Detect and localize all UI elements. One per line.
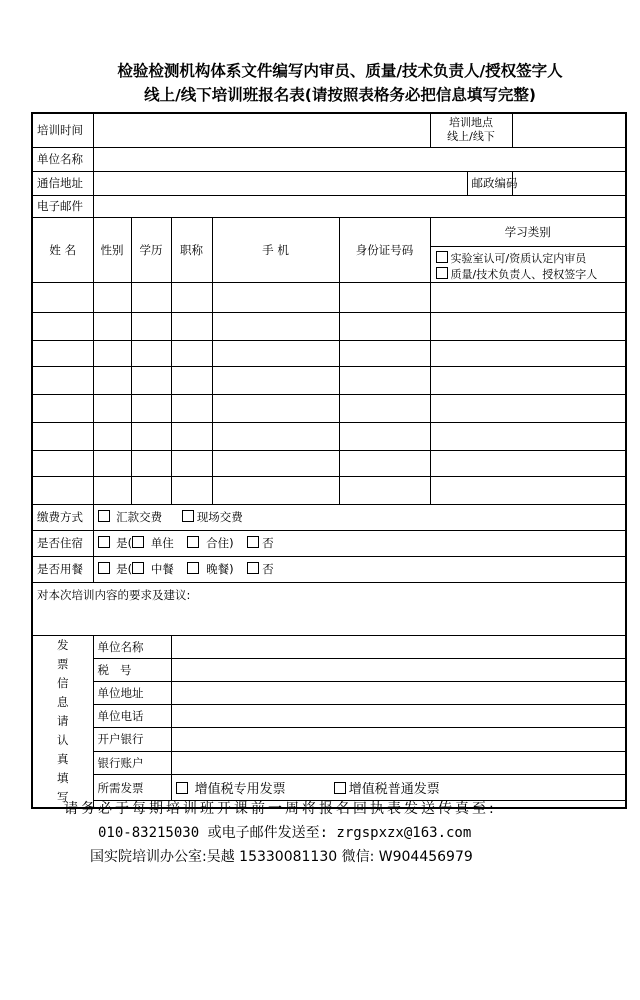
lodging-yes-label: 是( bbox=[116, 536, 133, 550]
study-option-2[interactable] bbox=[431, 266, 626, 282]
meals-yes-checkbox[interactable] bbox=[98, 562, 110, 574]
form-title-line-1: 检验检测机构体系文件编写内审员、质量/技术负责人/授权签字人 bbox=[117, 62, 563, 80]
invoice-account-field[interactable] bbox=[171, 751, 626, 774]
training-location-label-line-1: 培训地点 bbox=[449, 116, 493, 130]
attendee-title-cell[interactable] bbox=[171, 312, 212, 340]
attendee-phone-cell[interactable] bbox=[212, 476, 339, 504]
invoice-tax-number-label: 税 号 bbox=[93, 658, 171, 681]
payment-label: 缴费方式 bbox=[32, 504, 93, 530]
meals-no-label: 否 bbox=[262, 562, 274, 576]
meals-dinner-label: 晚餐) bbox=[206, 562, 234, 576]
email-label: 电子邮件 bbox=[32, 195, 93, 217]
meals-lunch-label: 中餐 bbox=[150, 562, 174, 576]
col-gender-header: 性别 bbox=[93, 217, 131, 282]
attendee-id-number-cell[interactable] bbox=[339, 422, 430, 450]
attendee-study-type-cell[interactable] bbox=[430, 282, 626, 312]
suggestions-field[interactable] bbox=[32, 582, 626, 635]
attendee-education-cell[interactable] bbox=[131, 476, 171, 504]
invoice-unit-address-field[interactable] bbox=[171, 681, 626, 704]
attendee-gender-cell[interactable] bbox=[93, 312, 131, 340]
attendee-id-number-cell[interactable] bbox=[339, 450, 430, 476]
attendee-name-cell[interactable] bbox=[32, 450, 93, 476]
checkbox-icon bbox=[436, 251, 448, 263]
attendee-row bbox=[32, 282, 626, 312]
lodging-single-label: 单住 bbox=[150, 536, 174, 550]
invoice-type-vat-normal[interactable] bbox=[334, 778, 440, 797]
form-title-line-2: 线上/线下培训班报名表(请按照表格务必把信息填写完整) bbox=[144, 86, 536, 104]
attendee-gender-cell[interactable] bbox=[93, 340, 131, 366]
training-location-label bbox=[430, 113, 512, 147]
attendee-title-cell[interactable] bbox=[171, 476, 212, 504]
invoice-bank-field[interactable] bbox=[171, 728, 626, 751]
study-option-1-label: 实验室认可/资质认定内审员 bbox=[450, 251, 587, 265]
checkbox-icon bbox=[176, 782, 188, 794]
lodging-yes-checkbox[interactable] bbox=[98, 536, 110, 548]
meals-label: 是否用餐 bbox=[32, 556, 93, 582]
attendee-row bbox=[32, 422, 626, 450]
lodging-single-checkbox[interactable] bbox=[132, 536, 144, 548]
invoice-tax-number-field[interactable] bbox=[171, 658, 626, 681]
attendee-title-cell[interactable] bbox=[171, 394, 212, 422]
invoice-bank-label: 开户银行 bbox=[93, 728, 171, 751]
attendee-study-type-cell[interactable] bbox=[430, 422, 626, 450]
attendee-gender-cell[interactable] bbox=[93, 394, 131, 422]
attendee-name-cell[interactable] bbox=[32, 422, 93, 450]
attendee-study-type-cell[interactable] bbox=[430, 312, 626, 340]
meals-options bbox=[93, 556, 626, 582]
attendee-phone-cell[interactable] bbox=[212, 312, 339, 340]
attendee-phone-cell[interactable] bbox=[212, 394, 339, 422]
unit-name-field[interactable] bbox=[93, 147, 626, 171]
invoice-side-label-cell bbox=[32, 635, 93, 808]
invoice-side-label: 发票信息请认真填写 bbox=[57, 637, 69, 804]
invoice-unit-name-label: 单位名称 bbox=[93, 635, 171, 658]
attendee-gender-cell[interactable] bbox=[93, 282, 131, 312]
attendee-row bbox=[32, 312, 626, 340]
invoice-type-vat-special[interactable] bbox=[176, 778, 286, 797]
attendee-title-cell[interactable] bbox=[171, 366, 212, 394]
postcode-field[interactable] bbox=[512, 171, 626, 195]
footer-fax-instruction: 请务必于每期培训班开课前一周将报名回执表发送传真至: bbox=[64, 801, 497, 817]
attendee-phone-cell[interactable] bbox=[212, 340, 339, 366]
attendee-title-cell[interactable] bbox=[171, 450, 212, 476]
attendee-id-number-cell[interactable] bbox=[339, 312, 430, 340]
study-option-1[interactable] bbox=[431, 247, 626, 266]
payment-option-transfer-label: 汇款交费 bbox=[116, 510, 163, 524]
study-type-label: 学习类别 bbox=[431, 218, 626, 247]
lodging-options bbox=[93, 530, 626, 556]
lodging-no-checkbox[interactable] bbox=[247, 536, 259, 548]
attendee-phone-cell[interactable] bbox=[212, 450, 339, 476]
attendee-gender-cell[interactable] bbox=[93, 450, 131, 476]
attendee-row bbox=[32, 450, 626, 476]
col-phone-header: 手 机 bbox=[212, 217, 339, 282]
checkbox-icon bbox=[436, 267, 448, 279]
payment-option-onsite-label: 现场交费 bbox=[196, 510, 243, 524]
study-option-2-label: 质量/技术负责人、授权签字人 bbox=[450, 267, 598, 281]
invoice-unit-phone-field[interactable] bbox=[171, 705, 626, 728]
invoice-type-vat-normal-label: 增值税普通发票 bbox=[348, 782, 440, 798]
attendee-phone-cell[interactable] bbox=[212, 366, 339, 394]
payment-option-transfer[interactable] bbox=[98, 509, 163, 525]
checkbox-icon bbox=[98, 510, 110, 522]
training-location-field[interactable] bbox=[512, 113, 626, 147]
attendee-gender-cell[interactable] bbox=[93, 366, 131, 394]
attendee-id-number-cell[interactable] bbox=[339, 282, 430, 312]
lodging-label: 是否住宿 bbox=[32, 530, 93, 556]
invoice-unit-name-field[interactable] bbox=[171, 635, 626, 658]
email-field[interactable] bbox=[93, 195, 626, 217]
attendee-study-type-cell[interactable] bbox=[430, 476, 626, 504]
attendee-study-type-cell[interactable] bbox=[430, 450, 626, 476]
attendee-row bbox=[32, 394, 626, 422]
invoice-type-label: 所需发票 bbox=[93, 774, 171, 801]
attendee-name-cell[interactable] bbox=[32, 340, 93, 366]
footer-contact: 国实院培训办公室:吴越 15330081130 微信: W904456979 bbox=[90, 849, 473, 865]
attendee-education-cell[interactable] bbox=[131, 394, 171, 422]
attendee-phone-cell[interactable] bbox=[212, 282, 339, 312]
attendee-education-cell[interactable] bbox=[131, 422, 171, 450]
attendee-id-number-cell[interactable] bbox=[339, 394, 430, 422]
attendee-title-cell[interactable] bbox=[171, 282, 212, 312]
attendee-title-cell[interactable] bbox=[171, 422, 212, 450]
suggestions-label: 对本次培训内容的要求及建议: bbox=[37, 587, 191, 602]
attendee-education-cell[interactable] bbox=[131, 282, 171, 312]
col-name-header: 姓 名 bbox=[32, 217, 93, 282]
attendee-study-type-cell[interactable] bbox=[430, 394, 626, 422]
invoice-unit-address-label: 单位地址 bbox=[93, 681, 171, 704]
attendee-phone-cell[interactable] bbox=[212, 422, 339, 450]
registration-form-table bbox=[31, 112, 627, 809]
attendee-study-type-cell[interactable] bbox=[430, 340, 626, 366]
meals-yes-label: 是( bbox=[116, 562, 133, 576]
attendee-name-cell[interactable] bbox=[32, 394, 93, 422]
invoice-account-label: 银行账户 bbox=[93, 751, 171, 774]
payment-options bbox=[93, 504, 626, 530]
col-education-header: 学历 bbox=[131, 217, 171, 282]
postcode-label: 邮政编码 bbox=[467, 171, 512, 195]
address-label: 通信地址 bbox=[32, 171, 93, 195]
attendee-gender-cell[interactable] bbox=[93, 422, 131, 450]
attendee-row bbox=[32, 476, 626, 504]
training-time-field[interactable] bbox=[93, 113, 430, 147]
attendee-education-cell[interactable] bbox=[131, 340, 171, 366]
attendee-gender-cell[interactable] bbox=[93, 476, 131, 504]
training-time-label: 培训时间 bbox=[32, 113, 93, 147]
attendee-id-number-cell[interactable] bbox=[339, 340, 430, 366]
footer-fax-email: 010-83215030 或电子邮件发送至: zrgspxzx@163.com bbox=[98, 825, 472, 841]
attendee-row bbox=[32, 366, 626, 394]
attendee-rows bbox=[32, 282, 626, 504]
invoice-type-vat-special-label: 增值税专用发票 bbox=[194, 782, 286, 798]
lodging-shared-label: 合住) bbox=[206, 536, 234, 550]
attendee-name-cell[interactable] bbox=[32, 312, 93, 340]
checkbox-icon bbox=[334, 782, 346, 794]
attendee-id-number-cell[interactable] bbox=[339, 476, 430, 504]
col-study-type-header bbox=[430, 217, 626, 282]
attendee-row bbox=[32, 340, 626, 366]
meals-lunch-checkbox[interactable] bbox=[132, 562, 144, 574]
attendee-id-number-cell[interactable] bbox=[339, 366, 430, 394]
invoice-type-options bbox=[171, 774, 626, 801]
attendee-name-cell[interactable] bbox=[32, 282, 93, 312]
col-id-number-header: 身份证号码 bbox=[339, 217, 430, 282]
attendee-education-cell[interactable] bbox=[131, 450, 171, 476]
attendee-education-cell[interactable] bbox=[131, 366, 171, 394]
attendee-title-cell[interactable] bbox=[171, 340, 212, 366]
lodging-no-label: 否 bbox=[262, 536, 274, 550]
attendee-study-type-cell[interactable] bbox=[430, 366, 626, 394]
attendee-name-cell[interactable] bbox=[32, 476, 93, 504]
unit-name-label: 单位名称 bbox=[32, 147, 93, 171]
payment-option-onsite[interactable] bbox=[182, 509, 243, 525]
lodging-shared-checkbox[interactable] bbox=[187, 536, 199, 548]
meals-dinner-checkbox[interactable] bbox=[187, 562, 199, 574]
meals-no-checkbox[interactable] bbox=[247, 562, 259, 574]
training-location-label-line-2: 线上/线下 bbox=[447, 130, 495, 144]
checkbox-icon bbox=[182, 510, 194, 522]
invoice-unit-phone-label: 单位电话 bbox=[93, 705, 171, 728]
attendee-education-cell[interactable] bbox=[131, 312, 171, 340]
col-title-header: 职称 bbox=[171, 217, 212, 282]
address-field[interactable] bbox=[93, 171, 467, 195]
attendee-name-cell[interactable] bbox=[32, 366, 93, 394]
